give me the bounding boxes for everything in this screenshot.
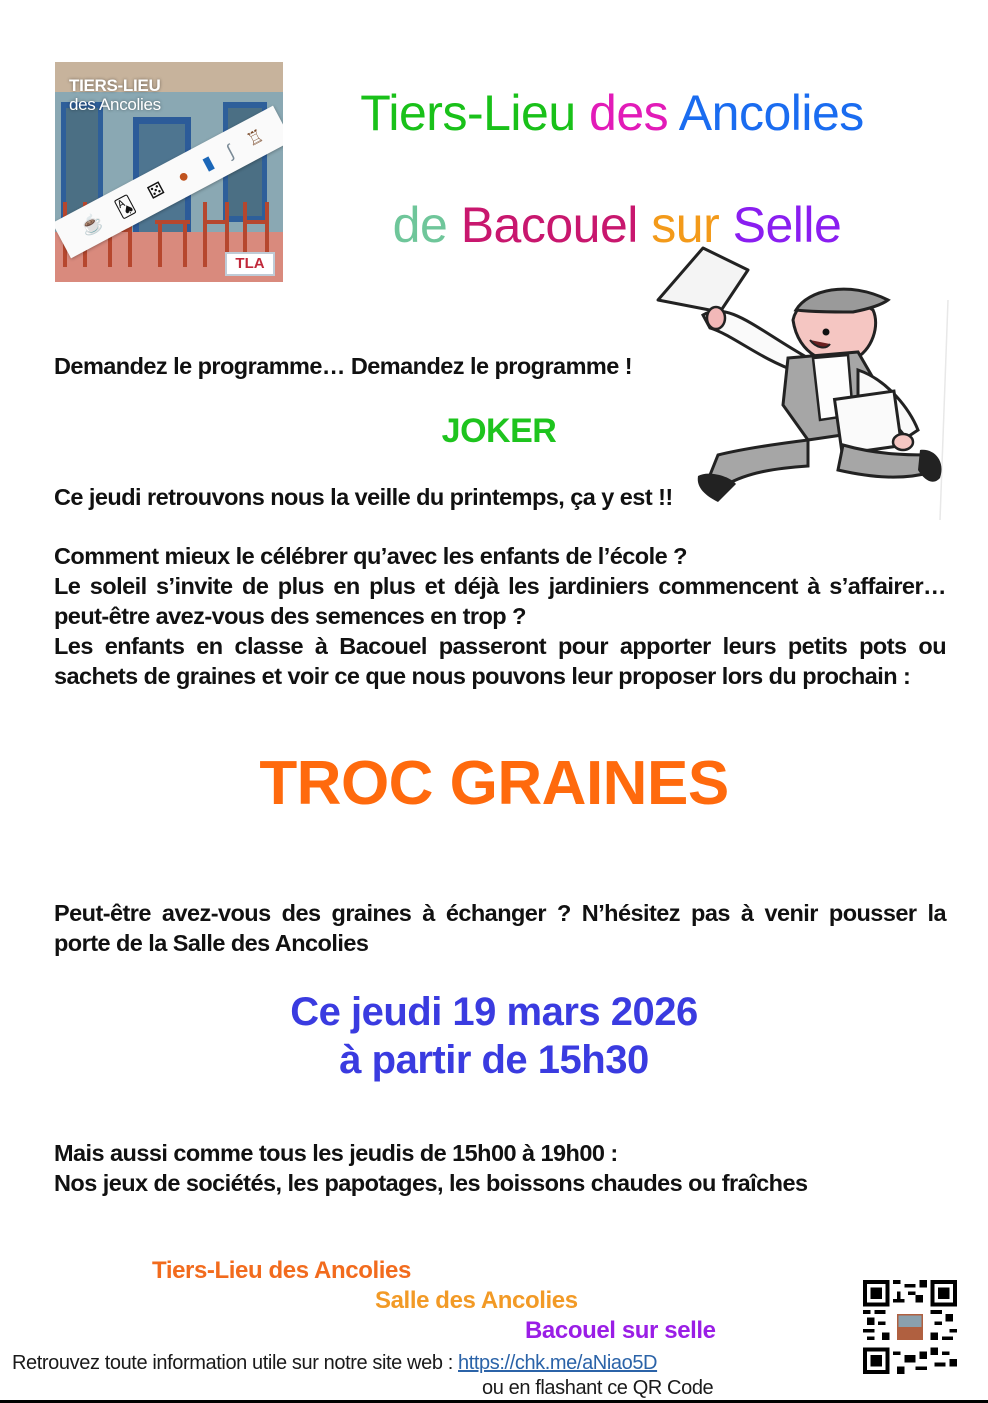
- tla-badge: TLA: [225, 252, 275, 276]
- title-word-selle: Selle: [732, 197, 842, 253]
- weekly-text-line1: Mais aussi comme tous les jeudis de 15h00 à 19h00 :: [54, 1140, 618, 1166]
- footer-org: Tiers-Lieu des Ancolies: [152, 1257, 411, 1284]
- paragraph-school-line2: Le soleil s’invite de plus en plus et déjà les jardiniers commencent à s’affairer… peut-être avez-vous des semences en trop ?: [54, 573, 946, 629]
- weekly-text-line2: Nos jeux de sociétés, les papotages, les boissons chaudes ou fraîches: [54, 1170, 808, 1196]
- website-info-prefix: Retrouvez toute information utile sur notre site web :: [12, 1352, 459, 1374]
- spring-text: Ce jeudi retrouvons nous la veille du printemps, ça y est !!: [54, 484, 673, 510]
- title-word-de: de: [392, 197, 461, 253]
- website-link[interactable]: https://chk.me/aNiao5D: [458, 1352, 658, 1374]
- event-date: [0, 988, 988, 1084]
- qr-code[interactable]: [862, 1280, 958, 1374]
- invite-text: Peut-être avez-vous des graines à échanger ? N’hésitez pas à venir pousser la porte de la Salle des Ancolies: [54, 900, 946, 956]
- title-word-sur: sur: [651, 197, 733, 253]
- intro-text: Demandez le programme… Demandez le programme !: [54, 353, 633, 379]
- title-word-tiers-lieu: Tiers-Lieu: [360, 85, 590, 141]
- chair-icon: ♖: [242, 124, 267, 151]
- event-date-line1: Ce jeudi 19 mars 2026: [290, 990, 698, 1034]
- joker-heading: JOKER: [441, 412, 557, 450]
- title-word-des: des: [589, 85, 679, 141]
- logo-title-line2: des Ancolies: [69, 95, 161, 114]
- playing-cards-icon: 🂡: [112, 193, 138, 220]
- paragraph-school-line3: Les enfants en classe à Bacouel passeront pour apporter leurs petits pots ou sachets de graines et voir ce que nous pouvons leur proposer lors du prochain :: [54, 633, 946, 689]
- header-title-line1: [0, 84, 988, 142]
- qr-note: ou en flashant ce QR Code: [482, 1377, 714, 1399]
- dice-icon: ⚄: [144, 177, 168, 203]
- event-date-line2: à partir de 15h30: [339, 1038, 649, 1082]
- yarn-ball-icon: ●: [173, 164, 193, 187]
- logo-title-line1: TIERS-LIEU: [69, 76, 161, 95]
- title-word-bacouel: Bacouel: [460, 197, 652, 253]
- footer-venue: Salle des Ancolies: [375, 1287, 578, 1314]
- title-word-ancolies: Ancolies: [678, 85, 864, 141]
- footer-town: Bacouel sur selle: [525, 1317, 716, 1344]
- weekly-text: [54, 1138, 946, 1198]
- coffee-cup-icon: ☕: [76, 210, 107, 239]
- paragraph-school-line1: Comment mieux le célébrer qu’avec les enfants de l’école ?: [54, 543, 687, 569]
- website-info: [12, 1352, 657, 1375]
- paragraph-school: [54, 541, 946, 691]
- event-title: TROC GRAINES: [259, 749, 729, 818]
- thread-spool-icon: ▮: [198, 151, 217, 174]
- needle-icon: ∫: [223, 140, 237, 161]
